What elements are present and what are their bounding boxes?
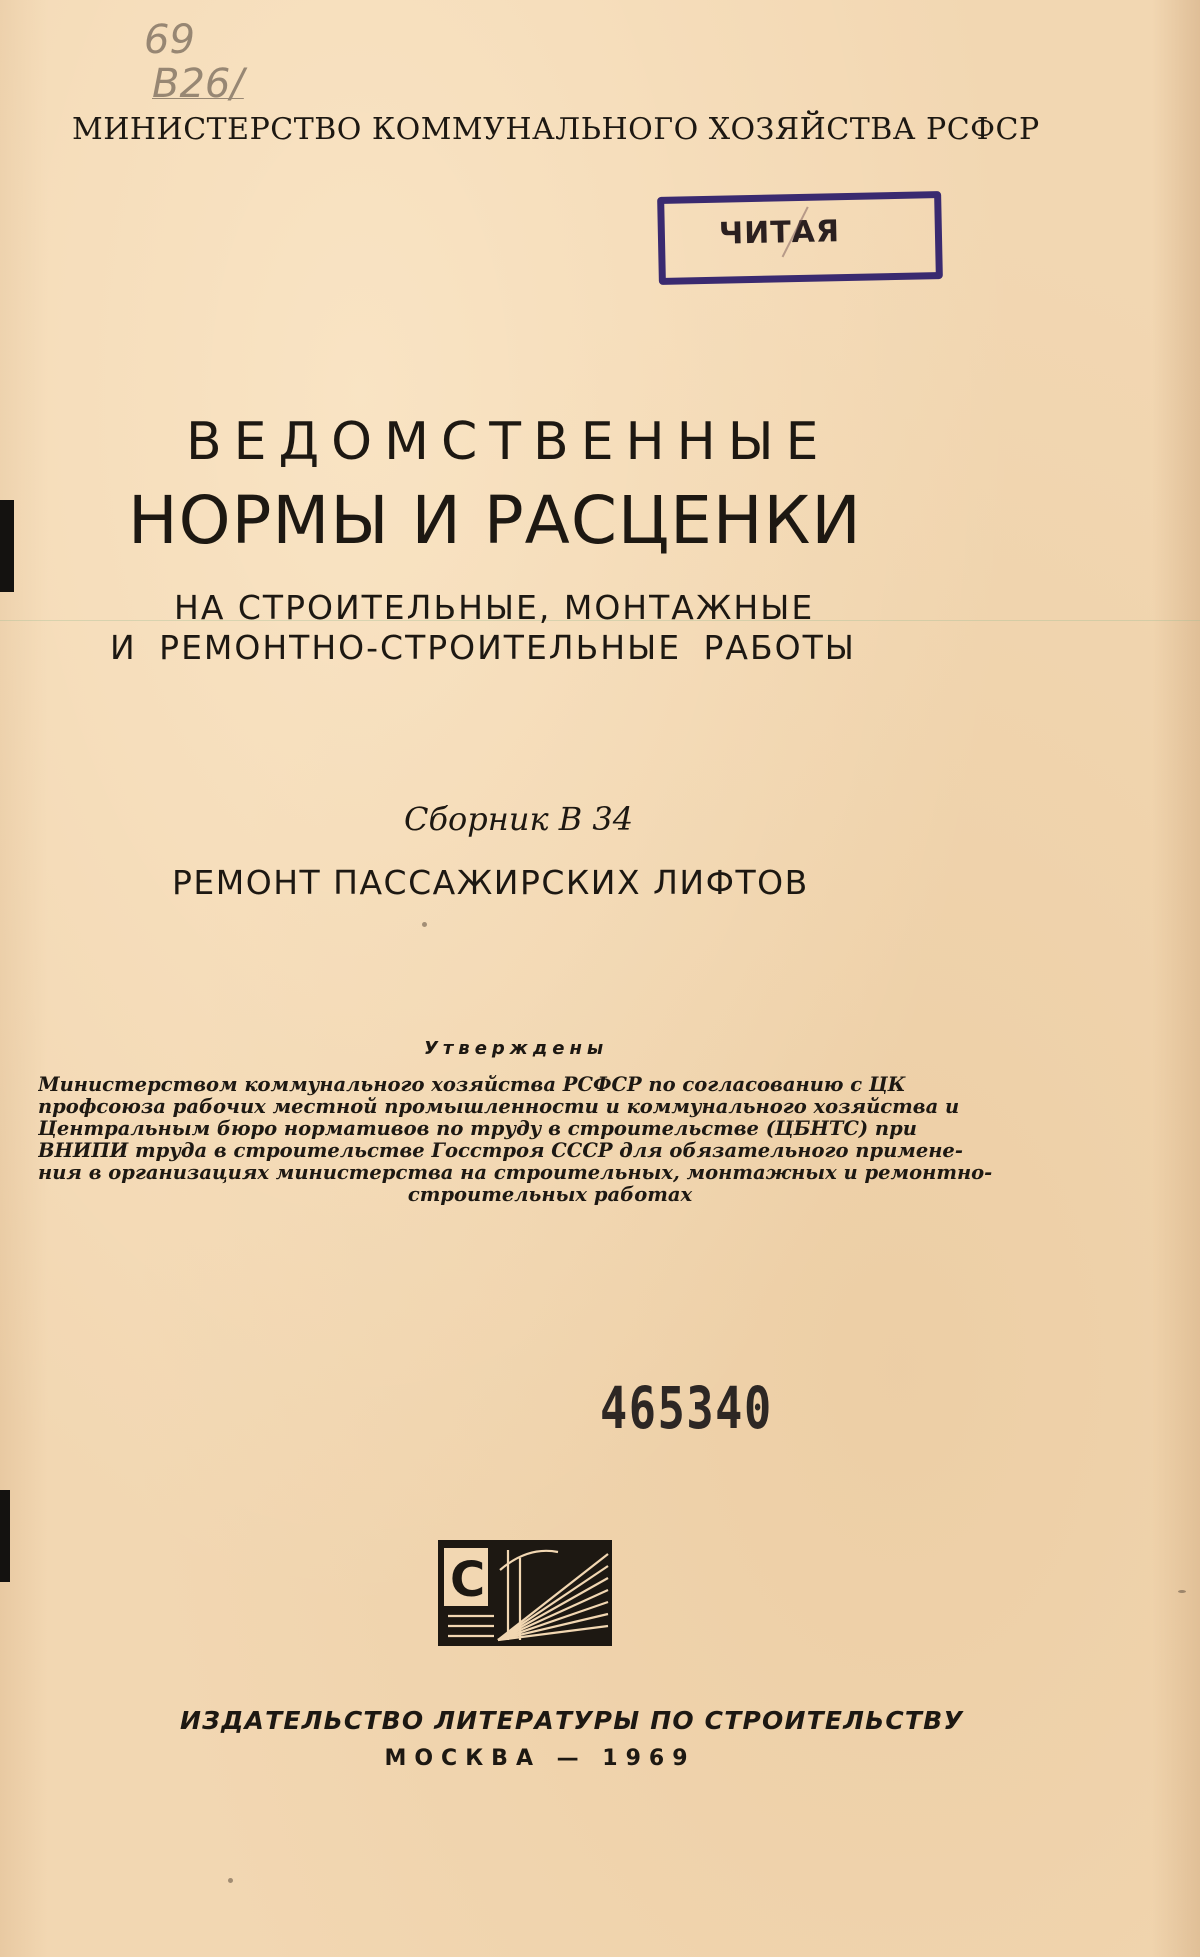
page-title-line1: ВЕДОМСТВЕННЫЕ <box>186 412 831 472</box>
approval-text <box>38 1074 1022 1206</box>
library-stamp <box>657 191 943 285</box>
subtitle-line1: НА СТРОИТЕЛЬНЫЕ, МОНТАЖНЫЕ <box>174 588 815 627</box>
binding-mark-upper <box>0 500 14 592</box>
publisher-logo <box>438 1540 612 1646</box>
subtitle-line2: И РЕМОНТНО-СТРОИТЕЛЬНЫЕ РАБОТЫ <box>110 628 856 667</box>
paper-speck <box>422 922 427 927</box>
paper-speck <box>1178 1590 1186 1593</box>
page-title-line2: НОРМЫ И РАСЦЕНКИ <box>128 482 862 559</box>
publisher-logo-letter: С <box>450 1552 486 1608</box>
approval-line: профсоюза рабочих местной промышленности и коммунального хозяйства и <box>38 1096 960 1118</box>
publisher-logo-graphic <box>438 1540 612 1646</box>
approval-line: Министерством коммунального хозяйства РСФСР по согласованию с ЦК <box>38 1074 906 1096</box>
binding-mark-lower <box>0 1490 10 1582</box>
approval-line: строительных работах <box>407 1184 693 1206</box>
collection-number: Сборник В 34 <box>404 800 634 838</box>
handwritten-shelfmark-line2: B26/ <box>152 61 244 107</box>
handwritten-shelfmark-line1: 69 <box>144 17 195 63</box>
ministry-name: МИНИСТЕРСТВО КОММУНАЛЬНОГО ХОЗЯЙСТВА РСФСР <box>72 112 1040 147</box>
paper-speck <box>228 1878 233 1883</box>
library-stamp-text: ЧИТАЯ <box>718 214 841 252</box>
approval-heading: Утверждены <box>424 1038 609 1059</box>
approval-line: Центральным бюро нормативов по труду в строительстве (ЦБНТС) при <box>38 1118 917 1140</box>
collection-subject: РЕМОНТ ПАССАЖИРСКИХ ЛИФТОВ <box>172 863 809 902</box>
approval-line: ния в организациях министерства на строительных, монтажных и ремонтно- <box>38 1162 993 1184</box>
handwritten-shelfmark <box>144 18 244 106</box>
publisher-name: ИЗДАТЕЛЬСТВО ЛИТЕРАТУРЫ ПО СТРОИТЕЛЬСТВУ <box>180 1706 964 1735</box>
approval-line: ВНИПИ труда в строительстве Госстроя СССР для обязательного примене- <box>38 1140 963 1162</box>
inventory-number-stamp: 465340 <box>600 1374 773 1442</box>
city-year: МОСКВА — 1969 <box>384 1746 696 1771</box>
